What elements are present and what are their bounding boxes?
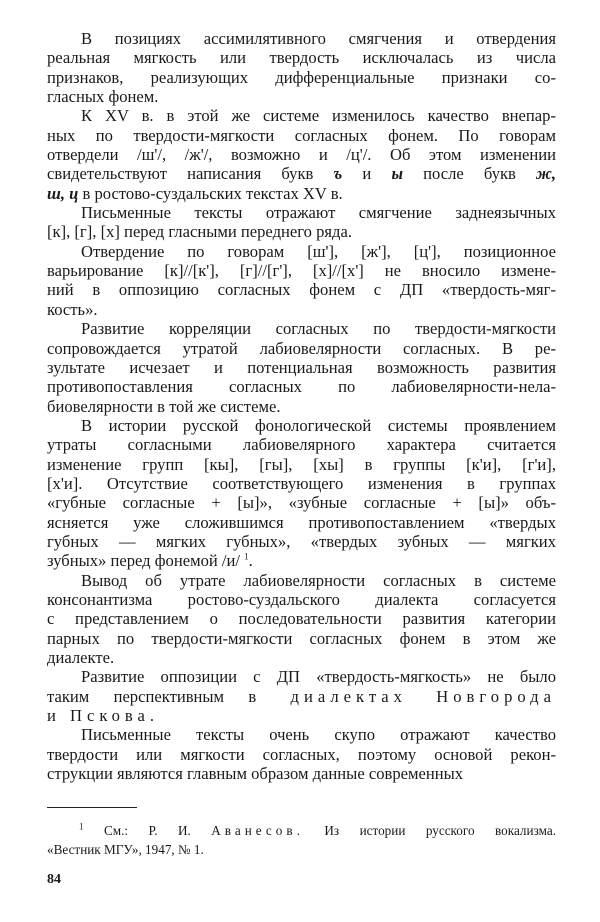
footnote-divider: [47, 807, 137, 808]
text-line: [к], [г], [х] перед гласными переднего ряда.: [47, 222, 352, 242]
text-segment: зубных» перед фонемой /и/: [47, 551, 245, 571]
text-line: зультате исчезает и потенциальная возможность развития: [47, 357, 556, 377]
emphasized-letters: ш, ц: [47, 183, 79, 203]
text-line: биовелярности в той же системе.: [47, 396, 281, 416]
text-line: изменение групп [кы], [гы], [хы] в группы [к'и], [г'и],: [47, 454, 556, 474]
text-line: [х'и]. Отсутствие соответствующего изменения в группах: [47, 473, 556, 493]
text-line: [47, 687, 556, 706]
text-segment: после букв: [402, 164, 537, 184]
text-line: [47, 551, 556, 570]
text-line: ясняется уже сложившимся противопоставлением «твердых: [47, 512, 556, 532]
text-line: Вывод об утрате лабиовелярности согласных в системе: [81, 570, 556, 590]
text-line: Письменные тексты отражают смягчение заднеязычных: [81, 203, 556, 223]
text-segment: .: [248, 551, 253, 571]
text-line: реальная мягкость или твердость исключалась из числа: [47, 48, 556, 68]
text-line: губных — мягких губных», «твердых зубных — мягких: [47, 531, 556, 551]
spaced-text: в диалектах Новгорода: [248, 686, 556, 706]
paragraph: [47, 416, 556, 571]
paragraph: [47, 725, 556, 783]
text-line: Отвердение по говорам [ш'], [ж'], [ц'], позиционное: [81, 241, 556, 261]
text-line: твердости или мягкости согласных, поэтому основой рекон-: [47, 744, 556, 764]
spaced-text: и Пскова: [47, 706, 150, 726]
text-line: ний в оппозицию согласных фонем с ДП «твердость-мяг-: [47, 280, 556, 300]
page-number: 84: [47, 872, 61, 887]
text-segment: См.: Р. И.: [83, 823, 212, 838]
text-line: В позициях ассимилятивного смягчения и отвердения: [81, 29, 556, 48]
text-line: гласных фонем.: [47, 87, 159, 107]
footnote-marker: 1: [244, 551, 249, 562]
paragraph: [47, 106, 556, 203]
spaced-text: Аванесов.: [211, 823, 304, 838]
paragraph: [47, 667, 556, 725]
text-segment: Из истории русского вокализма.: [303, 823, 556, 838]
text-line: В истории русской фонологической системы проявлением: [81, 415, 556, 435]
text-line: [47, 184, 556, 203]
text-line: диалекте.: [47, 648, 115, 667]
text-line: консонантизма ростово-суздальского диалекта согласуется: [47, 589, 556, 609]
paragraph: [47, 203, 556, 242]
text-line: Развитие корреляции согласных по твердости-мягкости: [81, 319, 556, 339]
text-line: [47, 706, 556, 725]
text-line: Развитие оппозиции с ДП «твердость-мягкость» не было: [81, 667, 556, 687]
footnote: [47, 822, 556, 861]
text-line: с представлением о последовательности развития категории: [47, 609, 556, 629]
text-segment: таким перспективным: [47, 686, 249, 706]
text-segment: свидетельствуют написания букв: [47, 164, 334, 184]
footnote-marker: 1: [79, 821, 84, 832]
paragraph: [47, 319, 556, 416]
emphasized-letters: ж,: [536, 164, 556, 184]
text-line: сопровождается утратой лабиовелярности согласных. В ре-: [47, 338, 556, 358]
emphasized-letters: ы: [391, 164, 403, 184]
text-segment: в ростово-суздальских текстах XV в.: [78, 183, 343, 203]
paragraph: [47, 571, 556, 668]
text-line: утраты согласными лабиовелярного характера считается: [47, 435, 556, 455]
text-line: К XV в. в этой же системе изменилось качество внепар-: [81, 106, 556, 126]
text-line: [47, 164, 556, 183]
text-line: «губные согласные + [ы]», «зубные согласные + [ы]» объ-: [47, 493, 556, 513]
text-line: [47, 822, 556, 841]
text-line: Письменные тексты очень скупо отражают качество: [81, 725, 556, 745]
body-text: [47, 29, 556, 783]
text-line: кость».: [47, 299, 98, 319]
text-line: парных по твердости-мягкости согласных фонем в этом же: [47, 628, 556, 648]
text-line: противопоставления согласных по лабиовелярности-нела-: [47, 377, 556, 397]
text-line: варьирование [к]//[к'], [г]//[г'], [х]//[х'] не вносило измене-: [47, 261, 556, 281]
emphasized-letters: ъ: [333, 164, 343, 184]
text-line: «Вестник МГУ», 1947, № 1.: [47, 842, 204, 858]
text-line: отвердели /ш'/, /ж'/, возможно и /ц'/. Об этом изменении: [47, 145, 556, 165]
text-line: струкции являются главным образом данные современных: [47, 764, 464, 784]
text-segment: .: [149, 706, 155, 726]
paragraph: [47, 29, 556, 106]
text-segment: и: [342, 164, 392, 184]
text-line: ных по твердости-мягкости согласных фонем. По говорам: [47, 125, 556, 145]
text-line: признаков, реализующих дифференциальные признаки со-: [47, 67, 556, 87]
paragraph: [47, 242, 556, 319]
